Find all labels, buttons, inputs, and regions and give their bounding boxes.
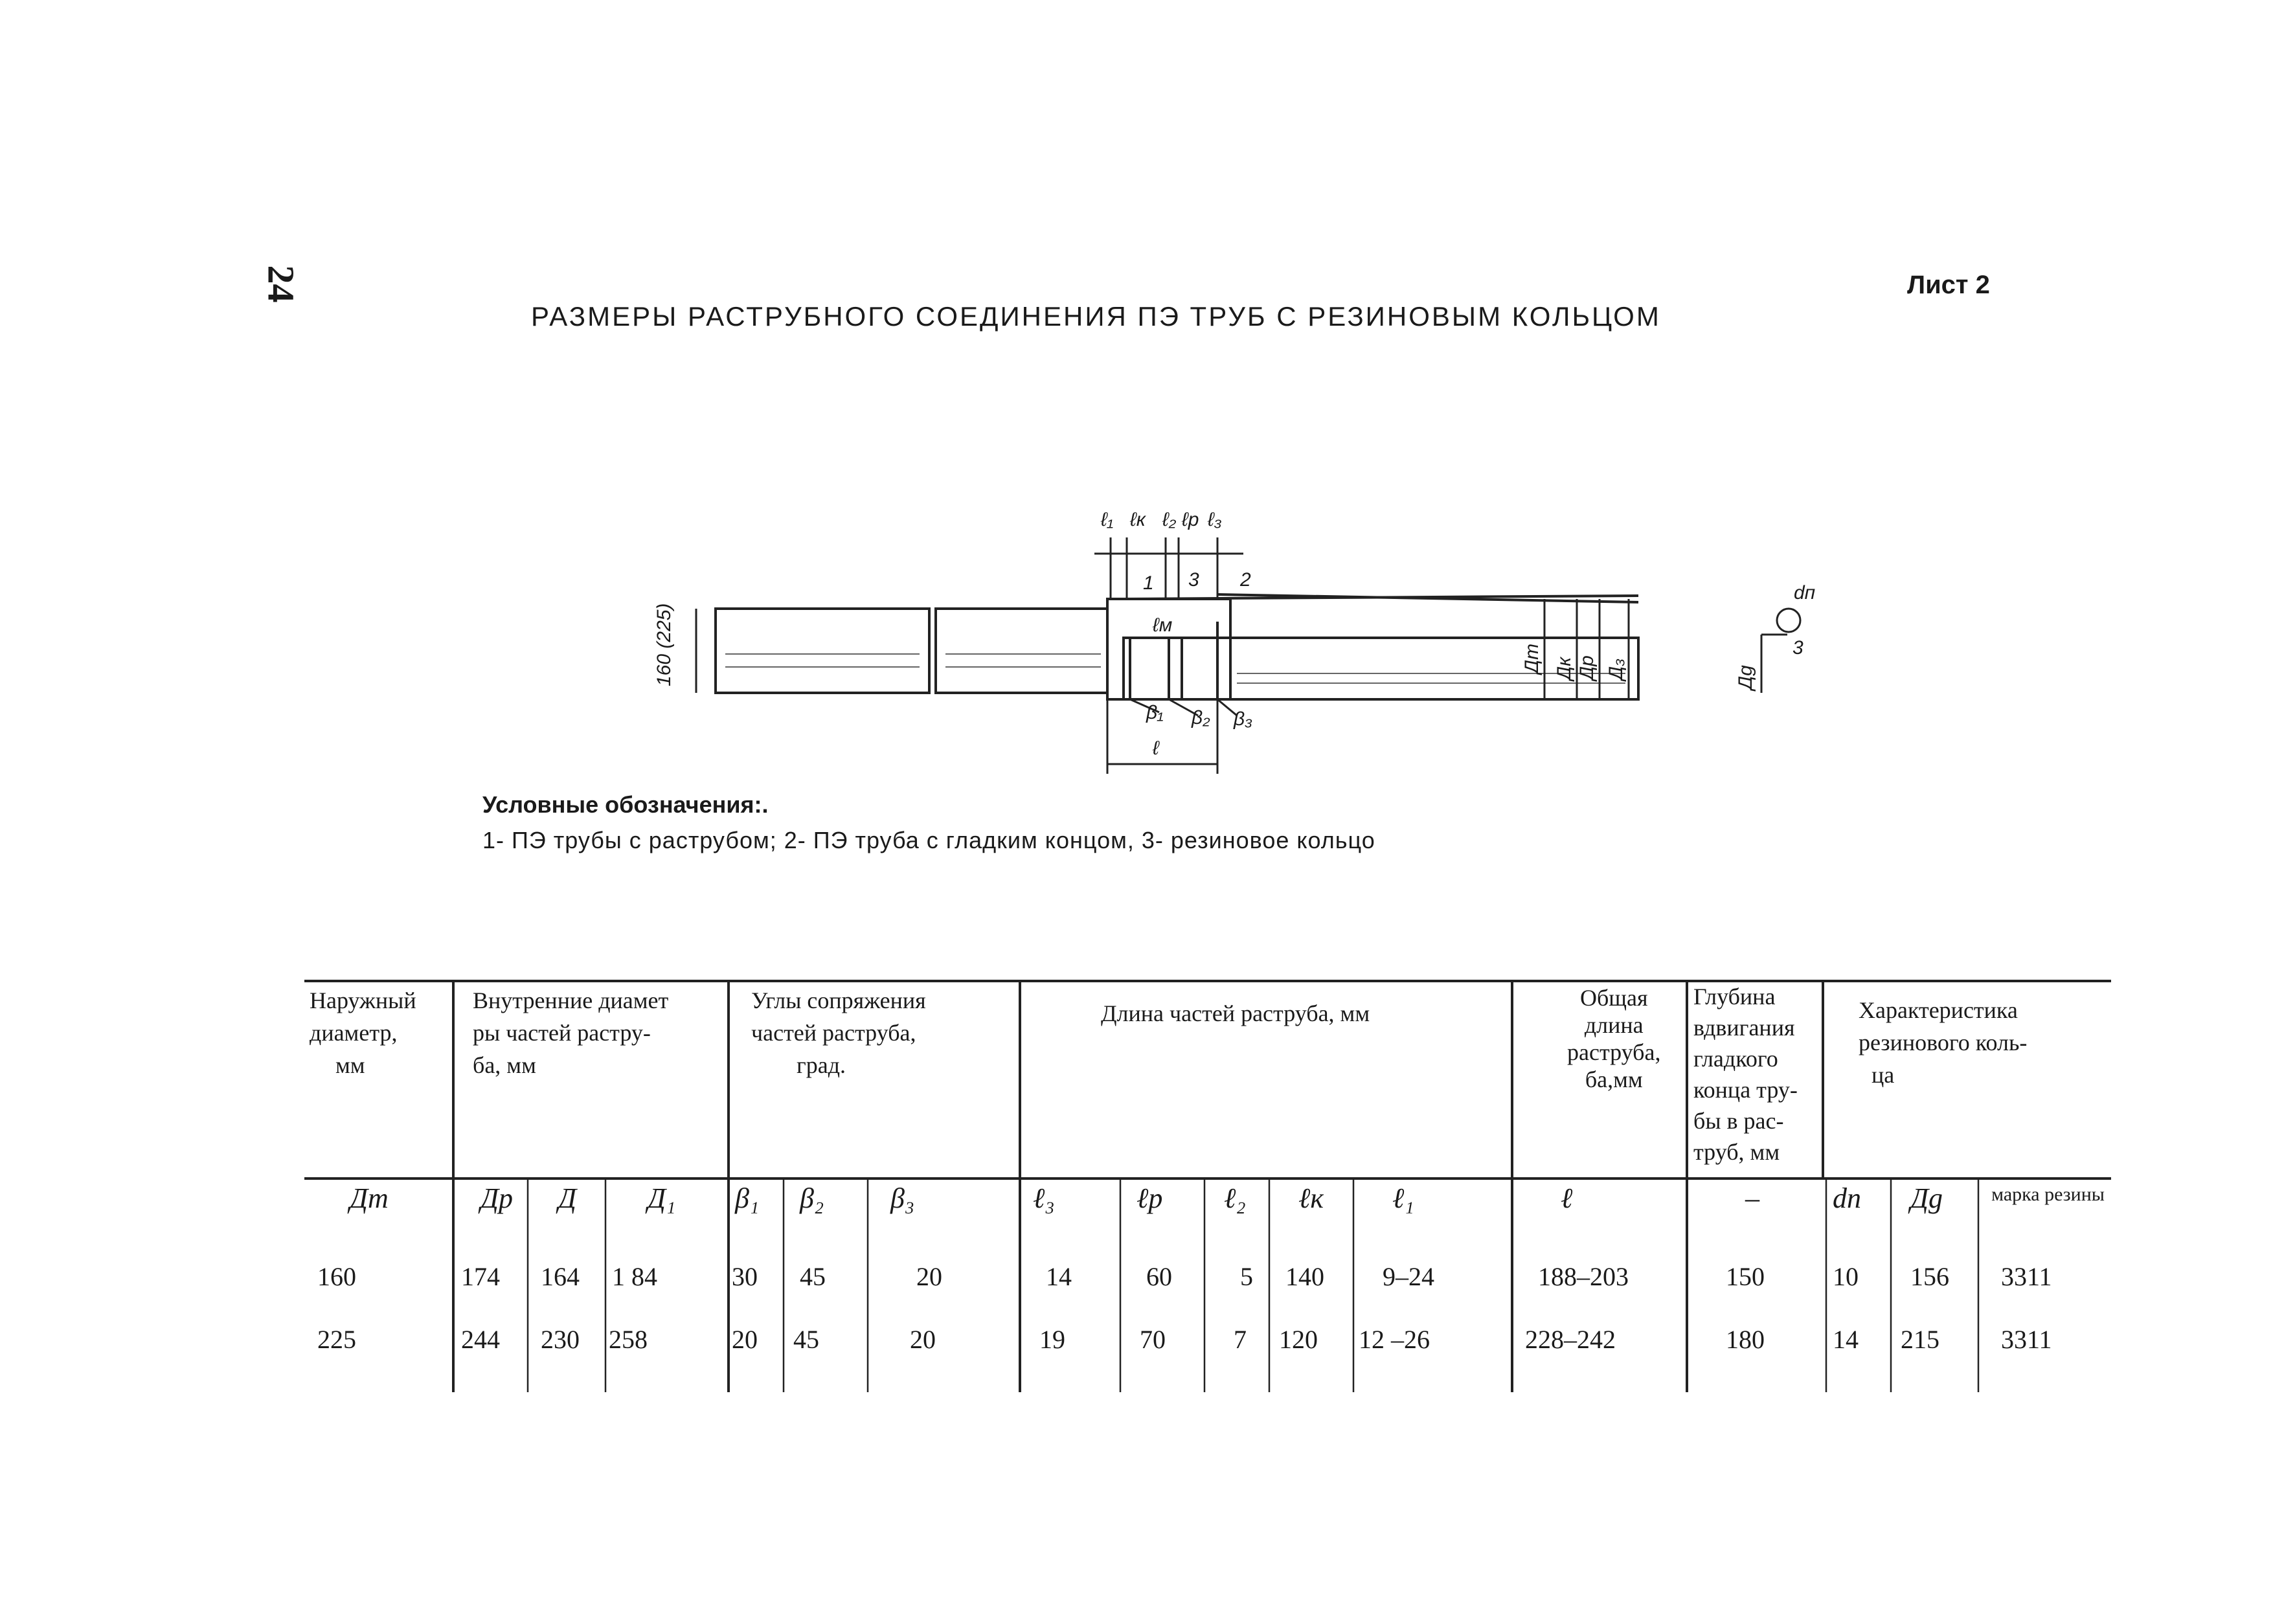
cell-grade: 3311 xyxy=(2001,1325,2052,1354)
symbol-l: ℓ xyxy=(1561,1182,1573,1214)
label-lk: ℓк xyxy=(1130,509,1146,530)
cell-l: 228–242 xyxy=(1525,1325,1616,1354)
cell-depth: 150 xyxy=(1726,1262,1765,1291)
cell-b3: 20 xyxy=(910,1325,936,1354)
label-l: ℓ xyxy=(1153,738,1159,759)
cell-l3: 14 xyxy=(1046,1262,1072,1291)
table-row xyxy=(0,1261,2284,1294)
label-Dp: Др xyxy=(1576,655,1598,680)
symbol-b2: β₂ xyxy=(800,1182,824,1214)
label-D3: Д₃ xyxy=(1605,658,1627,680)
cell-Dp: 244 xyxy=(461,1325,500,1354)
symbol-dash: – xyxy=(1745,1182,1759,1214)
label-b3: β₃ xyxy=(1234,708,1253,730)
symbol-D: Д xyxy=(558,1182,576,1214)
label-outer-size: 160 (225) xyxy=(653,603,675,686)
cell-Dg: 156 xyxy=(1910,1262,1949,1291)
symbol-l1: ℓ₁ xyxy=(1392,1182,1414,1214)
symbol-b3: β₃ xyxy=(890,1182,915,1214)
header-lengths: Длина частей раструба, мм xyxy=(1101,1000,1370,1026)
cell-l1: 9–24 xyxy=(1383,1262,1434,1291)
cell-b1: 30 xyxy=(732,1262,758,1291)
cell-dn: 10 xyxy=(1833,1262,1859,1291)
label-lm: ℓм xyxy=(1153,615,1173,636)
label-ring-n: 3 xyxy=(1792,637,1803,659)
label-lp: ℓр xyxy=(1182,509,1199,530)
cell-b3: 20 xyxy=(916,1262,942,1291)
header-insertion-depth: Глубина вдвигания гладкого конца тру- бы в рас- труб, мм xyxy=(1693,984,1798,1165)
cell-grade: 3311 xyxy=(2001,1262,2052,1291)
cell-l: 188–203 xyxy=(1538,1262,1629,1291)
label-l3: ℓ₃ xyxy=(1208,509,1222,530)
label-n2: 2 xyxy=(1240,569,1251,591)
symbol-Dp: Др xyxy=(481,1182,513,1214)
cell-depth: 180 xyxy=(1726,1325,1765,1354)
sheet-label: Лист 2 xyxy=(1907,271,1990,299)
symbol-dn: dп xyxy=(1833,1182,1861,1214)
header-inner-diameters: Внутренние диамет ры частей растру- ба, мм xyxy=(473,987,669,1078)
cell-l2: 7 xyxy=(1234,1325,1247,1354)
header-angles: Углы сопряжения частей раструба, град. xyxy=(751,987,926,1078)
cell-lk: 120 xyxy=(1279,1325,1318,1354)
symbol-b1: β₁ xyxy=(735,1182,760,1214)
page-title: РАЗМЕРЫ РАСТРУБНОГО СОЕДИНЕНИЯ ПЭ ТРУБ С РЕЗИНОВЫМ КОЛЬЦОМ xyxy=(531,301,1661,332)
label-Dk: Дк xyxy=(1554,657,1575,680)
symbol-lp: ℓр xyxy=(1136,1182,1163,1214)
cell-Dt: 160 xyxy=(317,1262,356,1291)
cell-b2: 45 xyxy=(800,1262,826,1291)
cell-dn: 14 xyxy=(1833,1325,1859,1354)
cell-b1: 20 xyxy=(732,1325,758,1354)
page-number: 24 xyxy=(260,265,302,303)
label-Dt: Дт xyxy=(1521,643,1543,673)
cell-Dp: 174 xyxy=(461,1262,500,1291)
cell-lp: 60 xyxy=(1146,1262,1172,1291)
label-n1: 1 xyxy=(1143,572,1154,594)
symbol-D1: Д₁ xyxy=(648,1182,676,1214)
symbol-l2: ℓ₂ xyxy=(1224,1182,1246,1214)
cell-Dg: 215 xyxy=(1901,1325,1939,1354)
label-n3: 3 xyxy=(1188,569,1199,591)
header-total-length: Общая длина раструба, ба,мм xyxy=(1567,985,1661,1092)
header-outer-diameter: Наружный диаметр, мм xyxy=(310,987,416,1078)
symbol-rubber-grade: марка резины xyxy=(1991,1184,2105,1205)
label-dn: dп xyxy=(1794,582,1816,603)
symbol-lk: ℓк xyxy=(1298,1182,1324,1214)
label-l1: ℓ₁ xyxy=(1101,509,1114,530)
cell-D: 164 xyxy=(541,1262,580,1291)
cell-lp: 70 xyxy=(1140,1325,1166,1354)
symbol-Dg: Дg xyxy=(1910,1182,1943,1214)
legend-text: 1- ПЭ трубы с раструбом; 2- ПЭ труба с гладким концом, 3- резиновое кольцо xyxy=(482,827,1375,853)
cell-lk: 140 xyxy=(1285,1262,1324,1291)
cell-l3: 19 xyxy=(1039,1325,1065,1354)
cell-Dt: 225 xyxy=(317,1325,356,1354)
label-l2: ℓ₂ xyxy=(1162,509,1177,530)
symbol-Dt: Дт xyxy=(350,1182,389,1214)
header-ring-characteristics: Характеристика резинового коль- ца xyxy=(1859,997,2028,1088)
symbol-l3: ℓ₃ xyxy=(1033,1182,1055,1214)
legend-heading: Условные обозначения:. xyxy=(482,791,769,818)
label-Dg: Дg xyxy=(1735,665,1756,690)
cell-l2: 5 xyxy=(1240,1262,1253,1291)
label-b2: β₂ xyxy=(1192,707,1210,728)
cell-D: 230 xyxy=(541,1325,580,1354)
cell-b2: 45 xyxy=(793,1325,819,1354)
cell-D1: 258 xyxy=(609,1325,648,1354)
table-row xyxy=(0,1324,2284,1357)
cell-D1: 1 84 xyxy=(612,1262,657,1291)
label-b1: β₁ xyxy=(1146,702,1164,723)
cell-l1: 12 –26 xyxy=(1359,1325,1430,1354)
